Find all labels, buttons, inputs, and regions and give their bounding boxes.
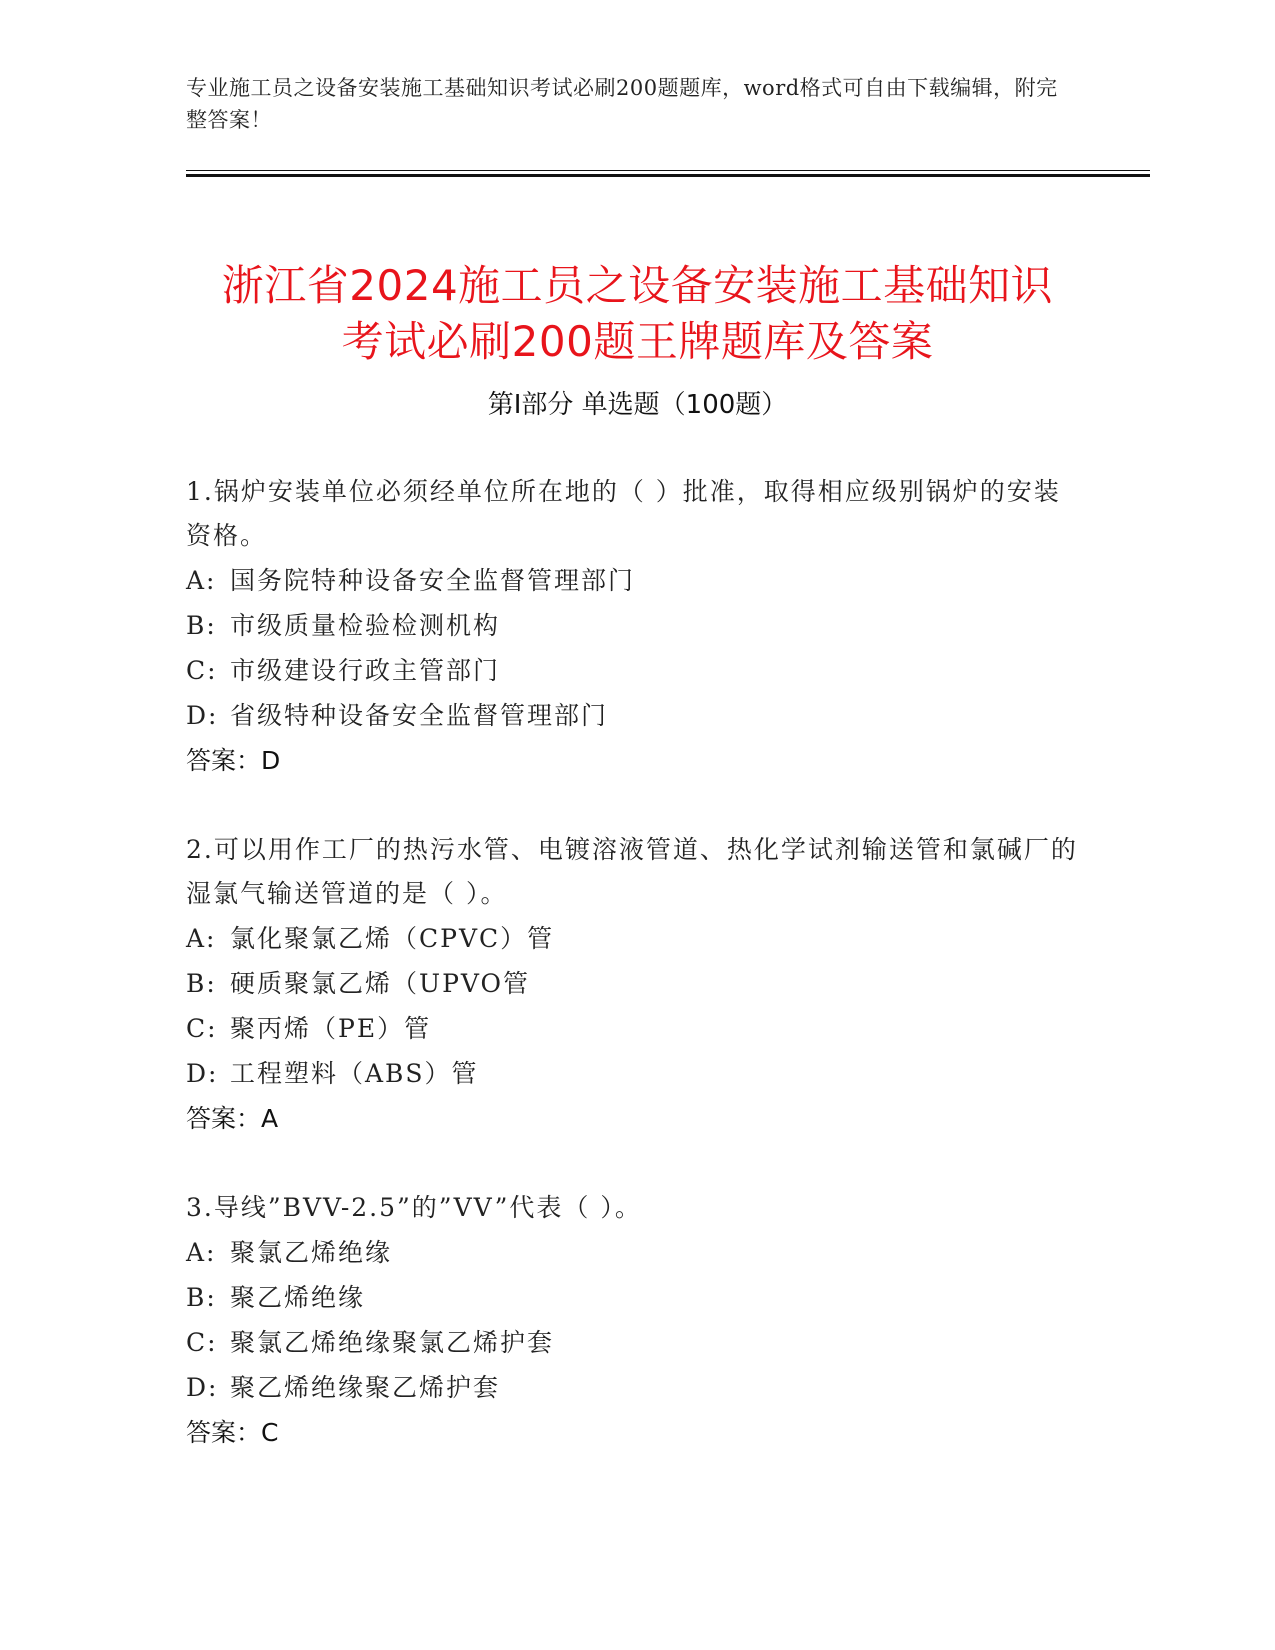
option-text: 工程塑料（ABS）管 bbox=[230, 1059, 479, 1088]
option-text: 硬质聚氯乙烯（UPVO管 bbox=[230, 969, 531, 998]
option-a bbox=[186, 916, 1086, 961]
option-label: A: bbox=[186, 924, 217, 953]
option-b bbox=[186, 1275, 1086, 1320]
option-a bbox=[186, 558, 1086, 603]
header-note: 专业施工员之设备安装施工基础知识考试必刷200题题库，word格式可自由下载编辑，附完整答案！ bbox=[186, 76, 1058, 132]
answer-line: 答案：A bbox=[186, 1104, 279, 1133]
option-text: 聚丙烯（PE）管 bbox=[230, 1014, 432, 1043]
question-stem: 3.导线”BVV-2.5”的”VV”代表（ ）。 bbox=[186, 1193, 642, 1222]
question-item bbox=[186, 470, 1086, 783]
header-divider-thin bbox=[186, 170, 1150, 171]
option-d bbox=[186, 693, 1086, 738]
option-label: C: bbox=[186, 1014, 218, 1043]
option-b bbox=[186, 603, 1086, 648]
title-line-1: 浙江省2024施工员之设备安装施工基础知识 bbox=[221, 261, 1054, 311]
option-text: 聚乙烯绝缘 bbox=[230, 1283, 366, 1312]
option-text: 市级建设行政主管部门 bbox=[230, 656, 501, 685]
section-heading: 第I部分 单选题（100题） bbox=[487, 390, 788, 420]
option-text: 省级特种设备安全监督管理部门 bbox=[230, 701, 609, 730]
title-line-2: 考试必刷200题王牌题库及答案 bbox=[341, 317, 934, 367]
option-label: A: bbox=[186, 1238, 217, 1267]
option-d bbox=[186, 1051, 1086, 1096]
question-stem: 2.可以用作工厂的热污水管、电镀溶液管道、热化学试剂输送管和氯碱厂的湿氯气输送管道的是（ ）。 bbox=[186, 835, 1078, 908]
option-label: D: bbox=[186, 1373, 219, 1402]
option-text: 氯化聚氯乙烯（CPVC）管 bbox=[230, 924, 555, 953]
option-c bbox=[186, 1320, 1086, 1365]
option-b bbox=[186, 961, 1086, 1006]
option-a bbox=[186, 1230, 1086, 1275]
option-label: A: bbox=[186, 566, 217, 595]
option-label: D: bbox=[186, 701, 219, 730]
question-item bbox=[186, 828, 1086, 1141]
option-label: D: bbox=[186, 1059, 219, 1088]
answer-line: 答案：C bbox=[186, 1418, 279, 1447]
option-text: 聚氯乙烯绝缘 bbox=[230, 1238, 393, 1267]
option-label: C: bbox=[186, 1328, 218, 1357]
answer-line: 答案：D bbox=[186, 746, 281, 775]
option-text: 聚氯乙烯绝缘聚氯乙烯护套 bbox=[230, 1328, 555, 1357]
option-label: B: bbox=[186, 611, 217, 640]
option-label: C: bbox=[186, 656, 218, 685]
option-text: 聚乙烯绝缘聚乙烯护套 bbox=[230, 1373, 501, 1402]
option-d bbox=[186, 1365, 1086, 1410]
option-label: B: bbox=[186, 1283, 217, 1312]
option-text: 国务院特种设备安全监督管理部门 bbox=[230, 566, 636, 595]
option-text: 市级质量检验检测机构 bbox=[230, 611, 501, 640]
header-divider-thick bbox=[186, 174, 1150, 177]
question-stem: 1.锅炉安装单位必须经单位所在地的（ ）批准，取得相应级别锅炉的安装资格。 bbox=[186, 477, 1061, 550]
question-list bbox=[186, 470, 1086, 1500]
question-item bbox=[186, 1186, 1086, 1455]
option-c bbox=[186, 648, 1086, 693]
document-title bbox=[100, 258, 1175, 370]
option-label: B: bbox=[186, 969, 217, 998]
option-c bbox=[186, 1006, 1086, 1051]
